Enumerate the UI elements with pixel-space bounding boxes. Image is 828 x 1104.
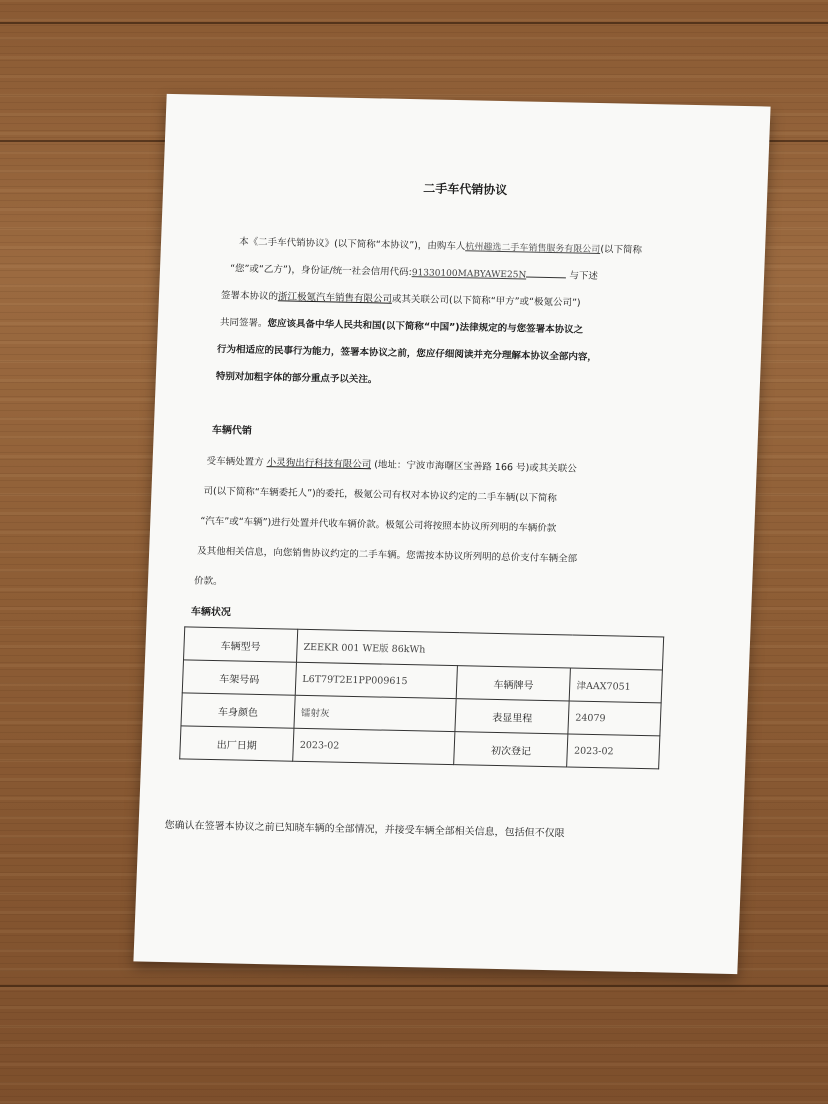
consignment-line-2: 司(以下简称“车辆委托人”)的委托，极氪公司有权对本协议约定的二手车辆(以下简称 — [203, 485, 558, 505]
consignment-line-5: 价款。 — [193, 575, 223, 588]
body-color-label: 车身颜色 — [181, 693, 295, 728]
first-registration-value: 2023-02 — [567, 734, 660, 769]
section-heading-vehicle: 车辆状况 — [190, 606, 232, 619]
seller-company: 浙江极氪汽车销售有限公司 — [277, 291, 393, 305]
plate-value: 津AAX7051 — [569, 668, 662, 703]
document-title: 二手车代销协议 — [422, 181, 508, 198]
agreement-paper — [133, 94, 770, 974]
intro-line-4: 共同签署。您应该具备中华人民共和国(以下简称“中国”)法律规定的与您签署本协议之 — [219, 317, 584, 336]
vin-label: 车架号码 — [182, 660, 296, 695]
consignor-company: 小灵狗出行科技有限公司 — [266, 457, 372, 471]
consignment-line-3: “汽车”或“车辆”)进行处置并代收车辆价款。极氪公司将按照本协议所列明的车辆价款 — [200, 515, 557, 535]
mileage-label: 表显里程 — [455, 699, 569, 734]
vehicle-info-table — [179, 626, 664, 769]
intro-line-6: 特别对加粗字体的部分重点予以关注。 — [215, 371, 378, 386]
vehicle-model-label: 车辆型号 — [184, 627, 298, 662]
plate-label: 车辆牌号 — [456, 666, 570, 701]
consignment-line-4: 及其他相关信息，向您销售协议约定的二手车辆。您需按本协议所列明的总价支付车辆全部 — [196, 545, 578, 565]
vehicle-model-value: ZEEKR 001 WE版 86kWh — [296, 629, 663, 670]
intro-line-5: 行为相适应的民事行为能力，签署本协议之前，您应仔细阅读并充分理解本协议全部内容， — [216, 344, 598, 363]
mileage-value: 24079 — [568, 701, 661, 736]
manufacture-date-label: 出厂日期 — [180, 726, 294, 761]
body-color-value: 镭射灰 — [294, 695, 457, 731]
section-heading-consignment: 车辆代销 — [211, 424, 253, 437]
first-registration-label: 初次登记 — [454, 732, 568, 767]
consignment-line-1: 受车辆处置方 小灵狗出行科技有限公司 (地址：宁波市海曙区宝善路 166 号)或其关联公 — [206, 455, 577, 475]
buyer-name: 杭州趣选二手车销售服务有限公司 — [465, 242, 601, 256]
vin-value: L6T79T2E1PP009615 — [295, 662, 458, 698]
credit-code: 91330100MABYAWE25N — [411, 268, 527, 281]
manufacture-date-value: 2023-02 — [293, 728, 456, 764]
intro-line-3: 签署本协议的浙江极氪汽车销售有限公司或其关联公司(以下简称“甲方”或“极氪公司”) — [220, 290, 581, 309]
intro-line-2: “您”或“乙方”)，身份证/统一社会信用代码:91330100MABYAWE25N 与下述 — [229, 263, 599, 282]
acknowledgement-line: 您确认在签署本协议之前已知晓车辆的全部情况，并接受车辆全部相关信息，包括但不仅限 — [164, 820, 565, 840]
intro-line-1: 本《二手车代销协议》(以下简称“本协议”)，由购车人杭州趣选二手车销售服务有限公司(以下简称 — [238, 236, 643, 256]
